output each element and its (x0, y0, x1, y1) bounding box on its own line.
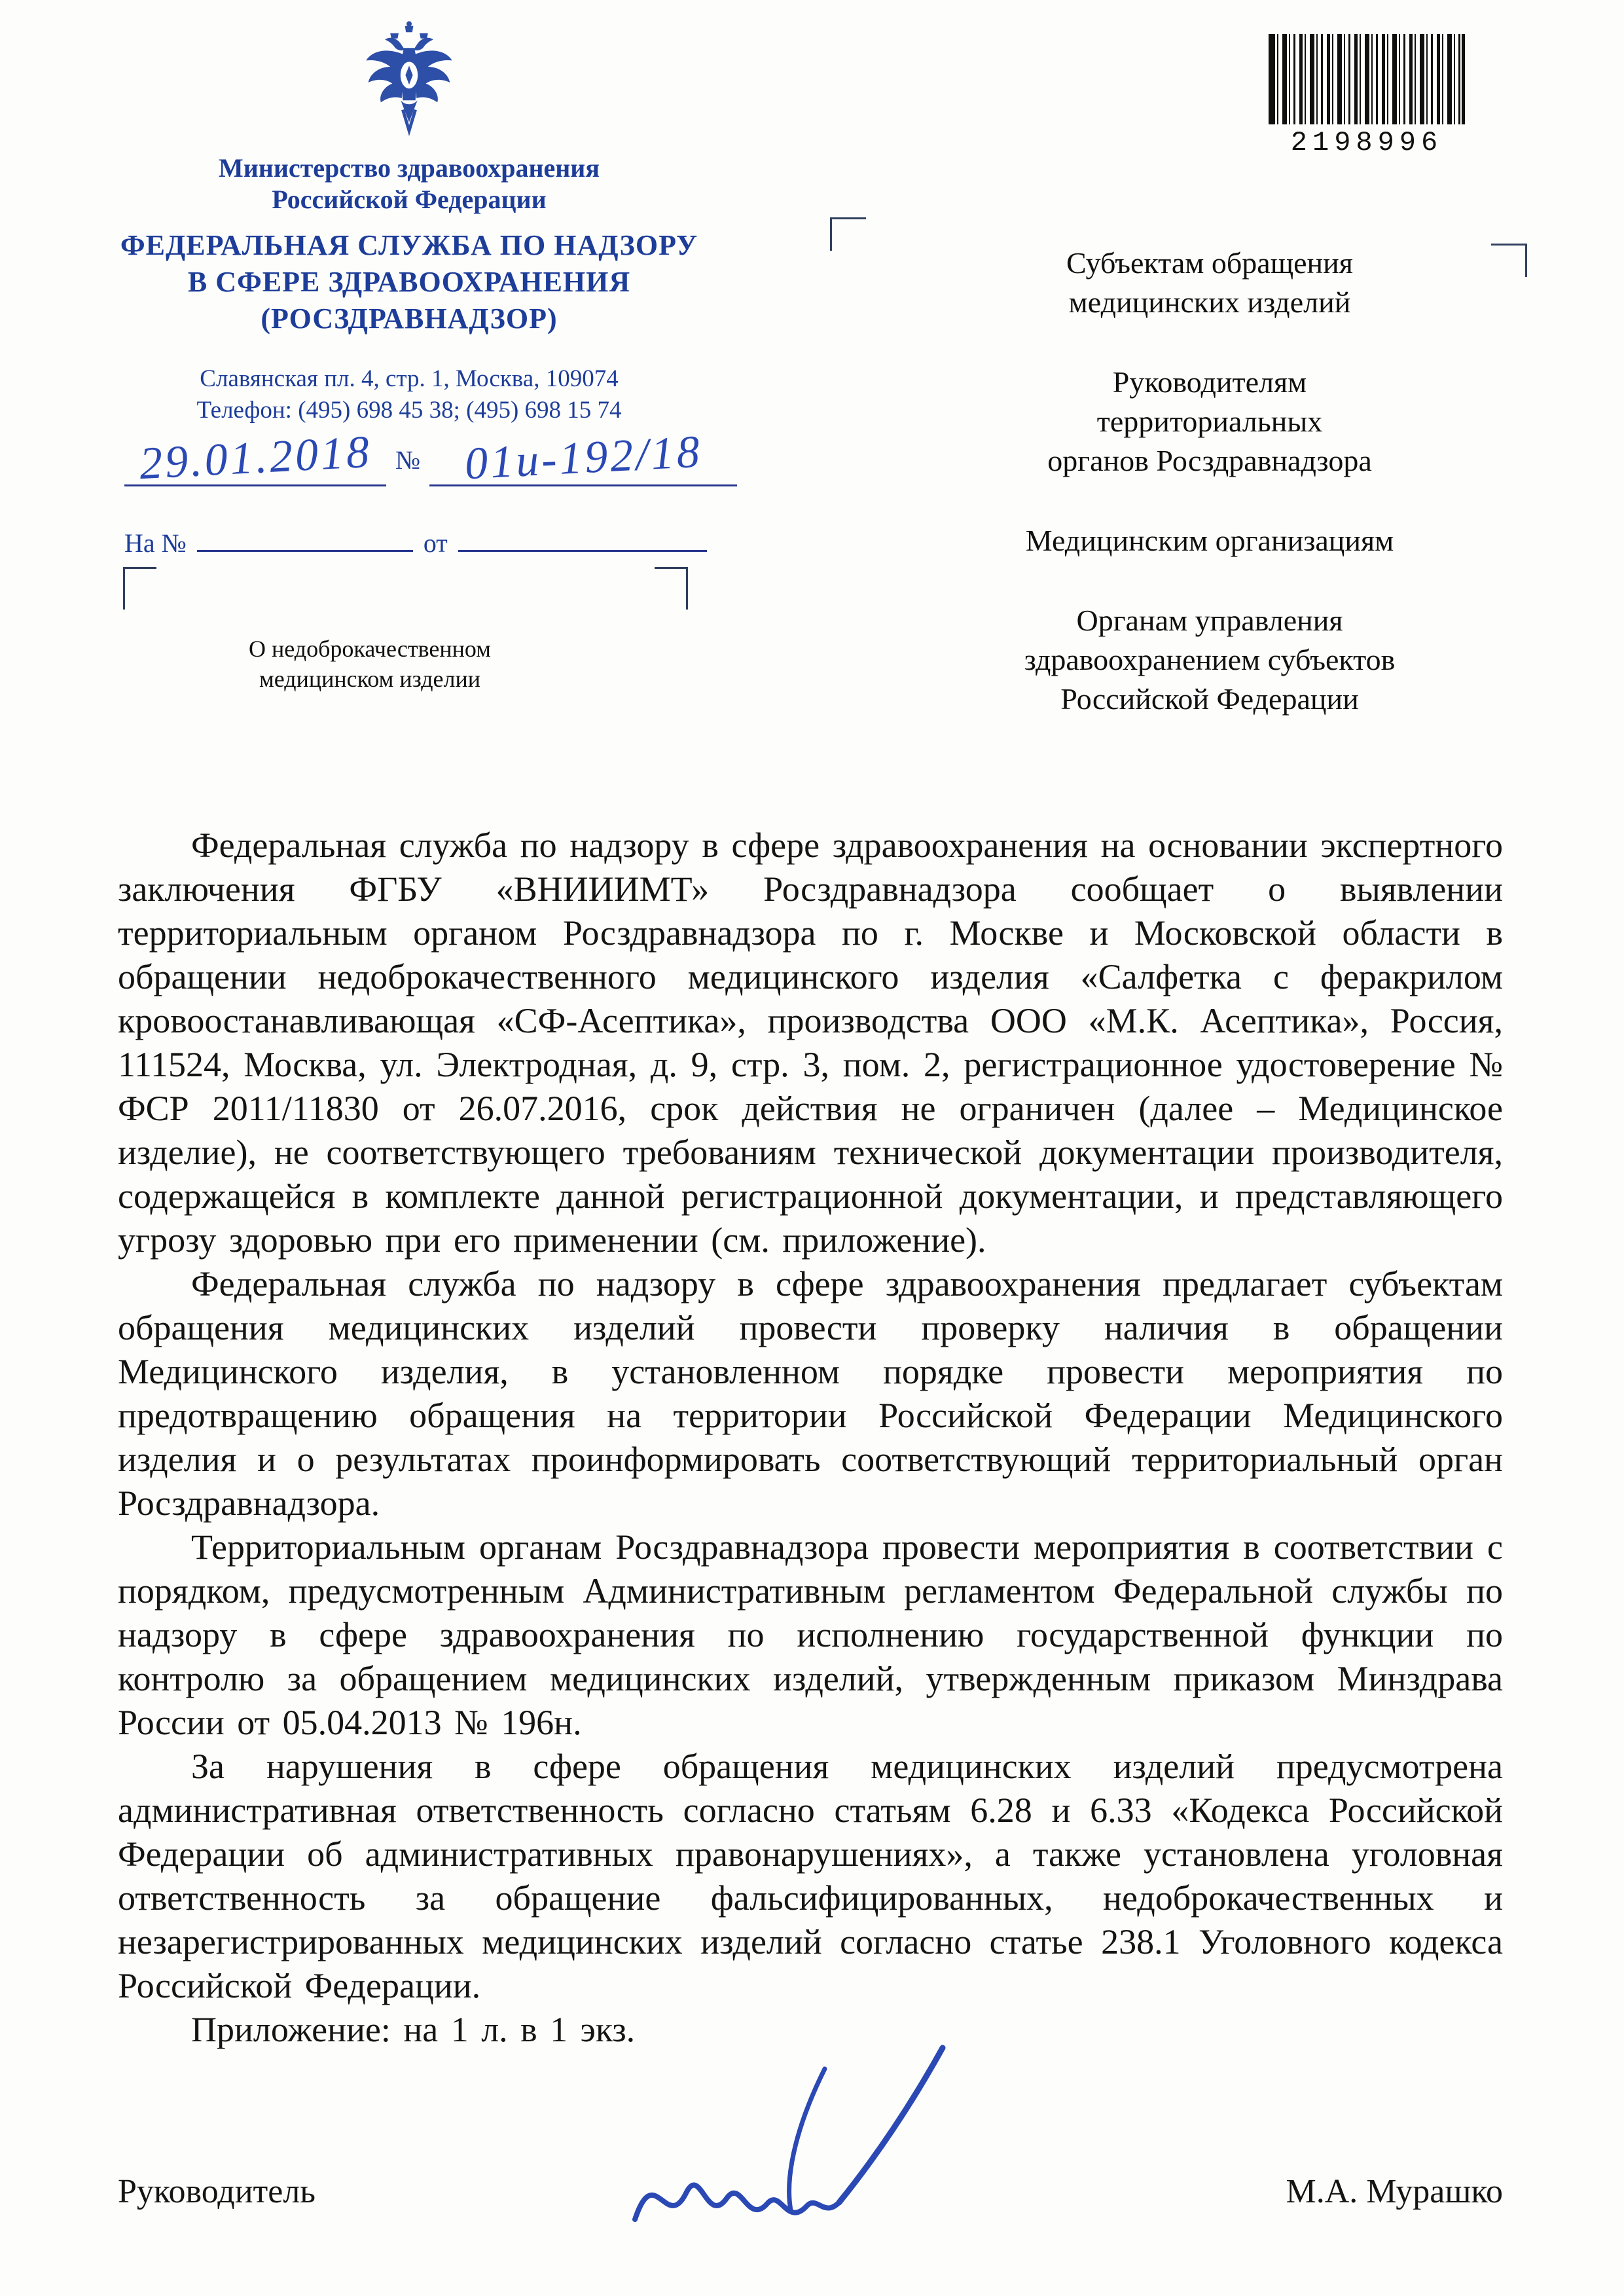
ministry-name-line2: Российской Федерации (272, 185, 547, 214)
addressee-line: Руководителям (1112, 365, 1307, 399)
signer-position: Руководитель (118, 2173, 316, 2210)
barcode-block (1269, 34, 1465, 158)
service-name-line3: (РОСЗДРАВНАДЗОР) (261, 302, 558, 335)
ref-label-na: На № (124, 528, 187, 558)
ref-number-blank (197, 524, 413, 552)
corner-mark-bottom-left (123, 567, 156, 610)
number-sign: № (395, 445, 421, 475)
phone-numbers: Телефон: (495) 698 45 38; (495) 698 15 74 (196, 397, 622, 424)
addressee-line: территориальных (1096, 405, 1323, 438)
body-paragraph-3: Территориальным органам Росздравнадзора провести мероприятия в соответствии с порядком, предусмотренным Административным регламентом Федеральной службы по надзору в сфере здравоохранения по исполнению государственной функции по контролю за обращением медицинских изделий, утвержденным приказом Минздрава России от 05.04.2013 № 196н. (118, 1527, 1503, 1742)
handwritten-date: 29.01.2018 (137, 426, 373, 490)
registration-line (124, 426, 844, 511)
corner-mark-top-left (830, 217, 866, 251)
addressee-line: Субъектам обращения (1066, 246, 1353, 280)
addressee-block-4 (922, 601, 1498, 719)
addressee-block-2 (922, 363, 1498, 481)
subject-line2: медицинском изделии (259, 666, 480, 692)
addressee-zone (922, 244, 1498, 759)
ref-label-ot: от (423, 528, 448, 558)
addressee-line: Российской Федерации (1060, 682, 1359, 716)
ref-date-blank (458, 524, 707, 552)
coat-of-arms-icon (357, 20, 461, 143)
addressee-line: Органам управления (1076, 604, 1343, 637)
body-paragraph-2: Федеральная служба по надзору в сфере здравоохранения предлагает субъектам обращения медицинских изделий провести проверку наличия в обращении Медицинского изделия, в установленном порядке провести мероприятия по предотвращению обращения на территории Российской Федерации Медицинского изделия и о результатах проинформировать соответствующий территориальный орган Росздравнадзора. (118, 1264, 1503, 1523)
signature-block (118, 2172, 1503, 2211)
addressee-line: медицинских изделий (1068, 285, 1351, 319)
service-name-line2: В СФЕРЕ ЗДРАВООХРАНЕНИЯ (187, 266, 631, 298)
addressee-block-3 (922, 521, 1498, 560)
addressee-line: Медицинским организациям (1025, 524, 1394, 557)
addressee-line: здравоохранением субъектов (1024, 643, 1396, 676)
barcode-icon (1269, 34, 1465, 124)
signer-name: М.А. Мурашко (1286, 2173, 1503, 2210)
body-paragraph-4: За нарушения в сфере обращения медицинских изделий предусмотрена административная ответственность согласно статьям 6.28 и 6.33 «Кодекса Российской Федерации об административных правонарушениях», а также установлена уголовная ответственность за обращение фальсифицированных, недоброкачественных и незарегистрированных медицинских изделий согласно статье 238.1 Уголовного кодекса Российской Федерации. (118, 1747, 1503, 2005)
attachment-line: Приложение: на 1 л. в 1 экз. (191, 2010, 636, 2049)
barcode-number: 2198996 (1290, 127, 1443, 158)
handwritten-signature-icon (609, 2030, 975, 2269)
ministry-name-line1: Министерство здравоохранения (219, 153, 600, 183)
subject-line1: О недоброкачественном (249, 636, 491, 662)
letter-subject (249, 634, 491, 694)
body-paragraph-1: Федеральная служба по надзору в сфере здравоохранения на основании экспертного заключения ФГБУ «ВНИИИМТ» Росздравнадзора сообщает о выявлении территориальным органом Росздравнадзора по г. Москве и Московской области в обращении недоброкачественного медицинского изделия «Салфетка с феракрилом кровоостанавливающая «СФ-Асептика», производства ООО «М.К. Асептика», Россия, 111524, Москва, ул. Электродная, д. 9, стр. 3, пом. 2, регистрационное удостоверение № ФСР 2011/11830 от 26.07.2016, срок действия не ограничен (далее – Медицинское изделие), не соответствующего требованиям технической документации производителя, содержащейся в комплекте данной регистрационной документации, и представляющего угрозу здоровью при его применении (см. приложение). (118, 826, 1503, 1260)
postal-address: Славянская пл. 4, стр. 1, Москва, 109074 (200, 365, 619, 392)
letterhead (92, 20, 727, 426)
corner-mark-bottom-right (655, 567, 688, 610)
reference-line (124, 524, 707, 558)
addressee-block-1 (922, 244, 1498, 322)
handwritten-outgoing-number: 01и-192/18 (463, 426, 704, 490)
service-name-line1: ФЕДЕРАЛЬНАЯ СЛУЖБА ПО НАДЗОРУ (120, 229, 698, 261)
letter-body (118, 824, 1503, 2052)
addressee-line: органов Росздравнадзора (1047, 444, 1372, 477)
